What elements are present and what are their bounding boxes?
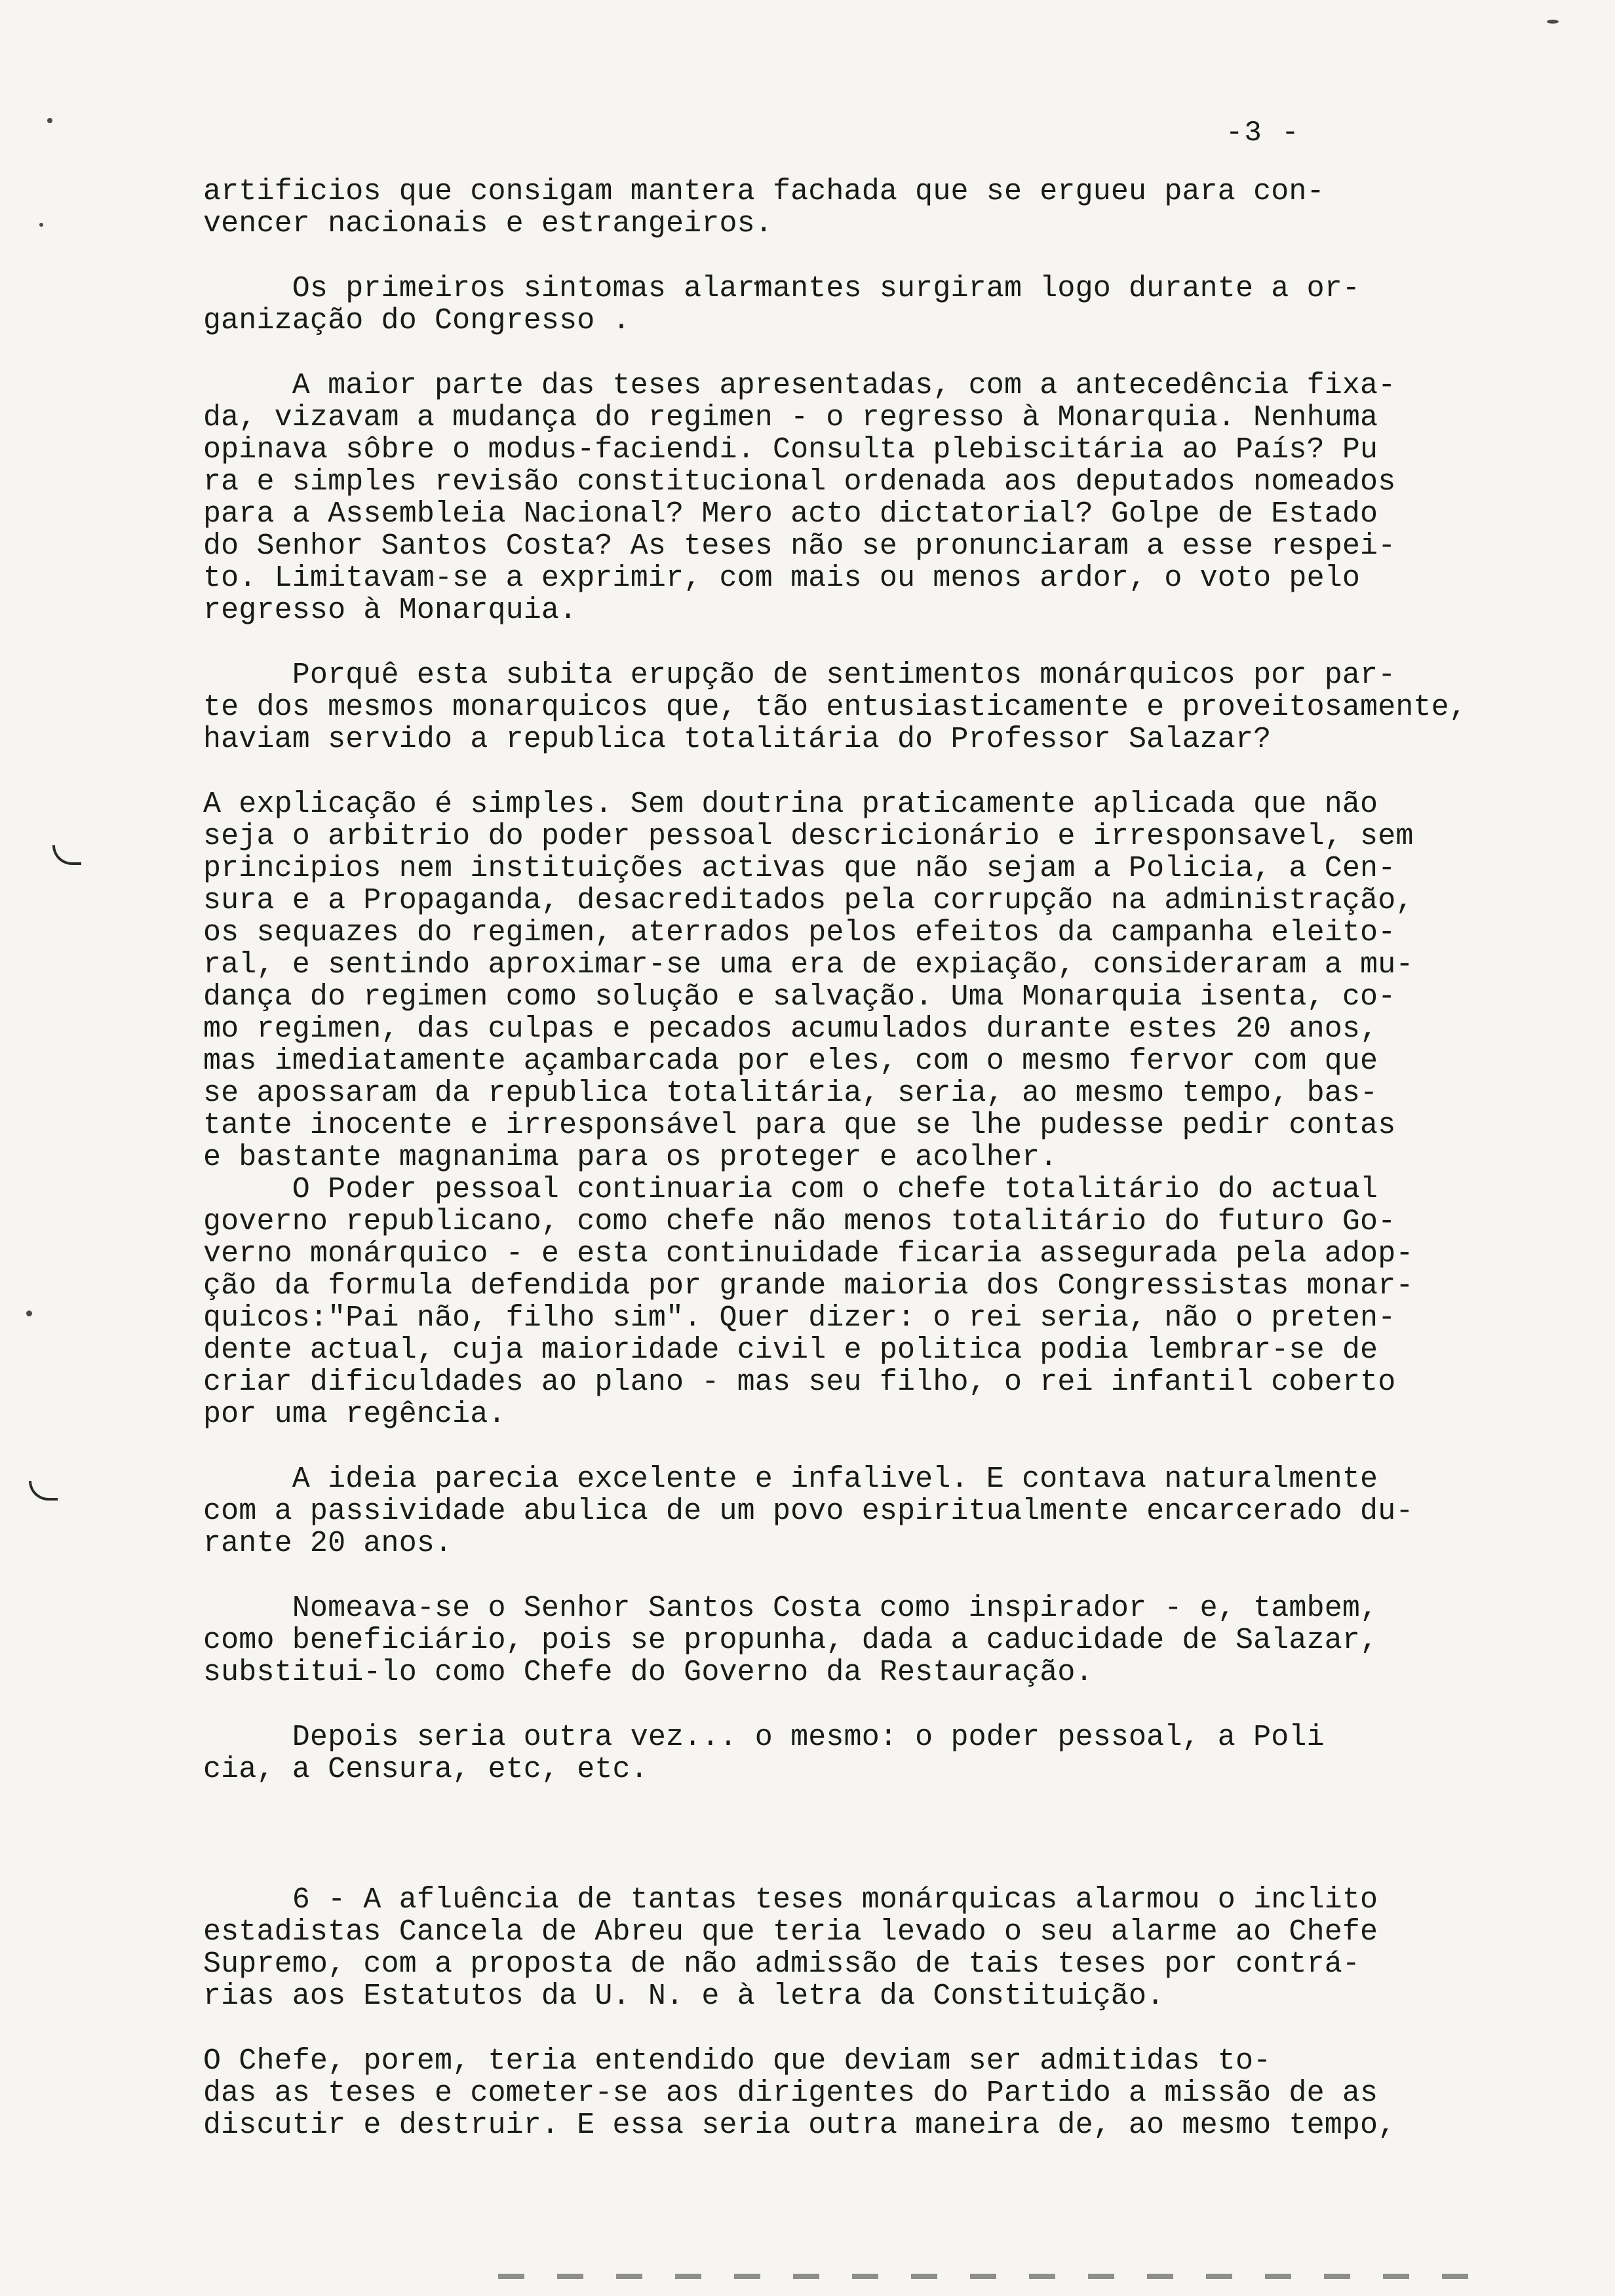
page-number: -3 - (1226, 117, 1300, 149)
text-line: mo regimen, das culpas e pecados acumulados durante estes 20 anos, (203, 1012, 1378, 1046)
text-line: Supremo, com a proposta de não admissão de tais teses por contrá- (203, 1947, 1361, 1981)
text-line: como beneficiário, pois se propunha, dada a caducidade de Salazar, (203, 1624, 1378, 1657)
paragraph-explanation (203, 788, 1521, 1174)
text-line: A ideia parecia excelente e infalivel. E contava naturalmente (203, 1463, 1378, 1496)
text-line: substitui-lo como Chefe do Governo da Restauração. (203, 1656, 1093, 1689)
text-line: A explicação é simples. Sem doutrina praticamente aplicada que não (203, 788, 1378, 821)
margin-pen-mark (29, 1481, 58, 1501)
text-line: das as teses e cometer-se aos dirigentes do Partido a missão de as (203, 2076, 1378, 2110)
text-line: criar dificuldades ao plano - mas seu filho, o rei infantil coberto (203, 1366, 1396, 1399)
text-line: Os primeiros sintomas alarmantes surgiram logo durante a or- (203, 272, 1361, 305)
text-line: Porquê esta subita erupção de sentimentos monárquicos por par- (203, 659, 1396, 692)
bottom-edge-smudge (498, 2274, 1481, 2279)
text-line: cia, a Censura, etc, etc. (203, 1753, 648, 1786)
paragraph-idea (203, 1463, 1521, 1559)
margin-pen-mark (52, 845, 81, 865)
text-line: haviam servido a republica totalitária do Professor Salazar? (203, 723, 1272, 756)
ink-speck (39, 223, 43, 227)
text-line: e bastante magnanima para os proteger e acolher. (203, 1141, 1058, 1174)
text-line: dança do regimen como solução e salvação. Uma Monarquia isenta, co- (203, 980, 1396, 1014)
text-line: para a Assembleia Nacional? Mero acto dictatorial? Golpe de Estado (203, 497, 1378, 531)
text-line: ganização do Congresso . (203, 304, 631, 337)
text-line: principios nem instituições activas que não sejam a Policia, a Cen- (203, 852, 1396, 885)
text-line: 6 - A afluência de tantas teses monárquicas alarmou o inclito (203, 1883, 1378, 1917)
paragraph-first-symptoms (203, 273, 1521, 337)
text-line: rias aos Estatutos da U. N. e à letra da Constituição. (203, 1980, 1165, 2013)
text-line: por uma regência. (203, 1398, 506, 1431)
document-body (203, 176, 1521, 2141)
text-line: ral, e sentindo aproximar-se uma era de expiação, consideraram a mu- (203, 948, 1414, 982)
ink-speck (26, 1311, 32, 1316)
text-line: opinava sôbre o modus-faciendi. Consulta plebiscitária ao País? Pu (203, 433, 1378, 467)
text-line: to. Limitavam-se a exprimir, com mais ou menos ardor, o voto pelo (203, 562, 1361, 595)
text-line: Depois seria outra vez... o mesmo: o poder pessoal, a Poli (203, 1721, 1325, 1754)
text-line: rante 20 anos. (203, 1527, 453, 1560)
text-line: tante inocente e irresponsável para que se lhe pudesse pedir contas (203, 1109, 1396, 1142)
text-line: discutir e destruir. E essa seria outra maneira de, ao mesmo tempo, (203, 2109, 1396, 2142)
text-line: governo republicano, como chefe não menos totalitário do futuro Go- (203, 1205, 1396, 1238)
text-line: seja o arbitrio do poder pessoal descricionário e irresponsavel, sem (203, 820, 1414, 853)
paragraph-section-6 (203, 1884, 1521, 2012)
paragraph-santos-costa (203, 1592, 1521, 1689)
text-line: estadistas Cancela de Abreu que teria levado o seu alarme ao Chefe (203, 1915, 1378, 1949)
text-line: O Chefe, porem, teria entendido que deviam ser admitidas to- (203, 2044, 1272, 2078)
paragraph-again (203, 1721, 1521, 1786)
text-line: te dos mesmos monarquicos que, tão entusiasticamente e proveitosamente, (203, 691, 1467, 724)
text-line: vencer nacionais e estrangeiros. (203, 207, 773, 240)
paragraph-theses (203, 370, 1521, 626)
text-line: O Poder pessoal continuaria com o chefe totalitário do actual (203, 1173, 1378, 1206)
text-line: com a passividade abulica de um povo espiritualmente encarcerado du- (203, 1495, 1414, 1528)
text-line: A maior parte das teses apresentadas, com a antecedência fixa- (203, 369, 1396, 402)
paragraph-continuation (203, 176, 1521, 240)
text-line: ra e simples revisão constitucional ordenada aos deputados nomeados (203, 465, 1396, 499)
paragraph-chief (203, 2045, 1521, 2141)
paragraph-question (203, 659, 1521, 756)
ink-speck (1547, 20, 1559, 24)
text-line: do Senhor Santos Costa? As teses não se pronunciaram a esse respei- (203, 529, 1396, 563)
text-line: se apossaram da republica totalitária, seria, ao mesmo tempo, bas- (203, 1077, 1378, 1110)
text-line: dente actual, cuja maioridade civil e politica podia lembrar-se de (203, 1333, 1378, 1367)
text-line: Nomeava-se o Senhor Santos Costa como inspirador - e, tambem, (203, 1592, 1378, 1625)
text-line: verno monárquico - e esta continuidade ficaria assegurada pela adop- (203, 1237, 1414, 1271)
text-line: ção da formula defendida por grande maioria dos Congressistas monar- (203, 1269, 1414, 1303)
text-line: da, vizavam a mudança do regimen - o regresso à Monarquia. Nenhuma (203, 401, 1378, 434)
text-line: artificios que consigam mantera fachada que se ergueu para con- (203, 175, 1325, 208)
paragraph-personal-power (203, 1174, 1521, 1430)
text-line: quicos:"Pai não, filho sim". Quer dizer: o rei seria, não o preten- (203, 1301, 1396, 1335)
ink-speck (47, 118, 52, 123)
text-line: mas imediatamente açambarcada por eles, com o mesmo fervor com que (203, 1044, 1378, 1078)
text-line: sura e a Propaganda, desacreditados pela corrupção na administração, (203, 884, 1414, 917)
text-line: regresso à Monarquia. (203, 594, 577, 627)
text-line: os sequazes do regimen, aterrados pelos efeitos da campanha eleito- (203, 916, 1396, 949)
